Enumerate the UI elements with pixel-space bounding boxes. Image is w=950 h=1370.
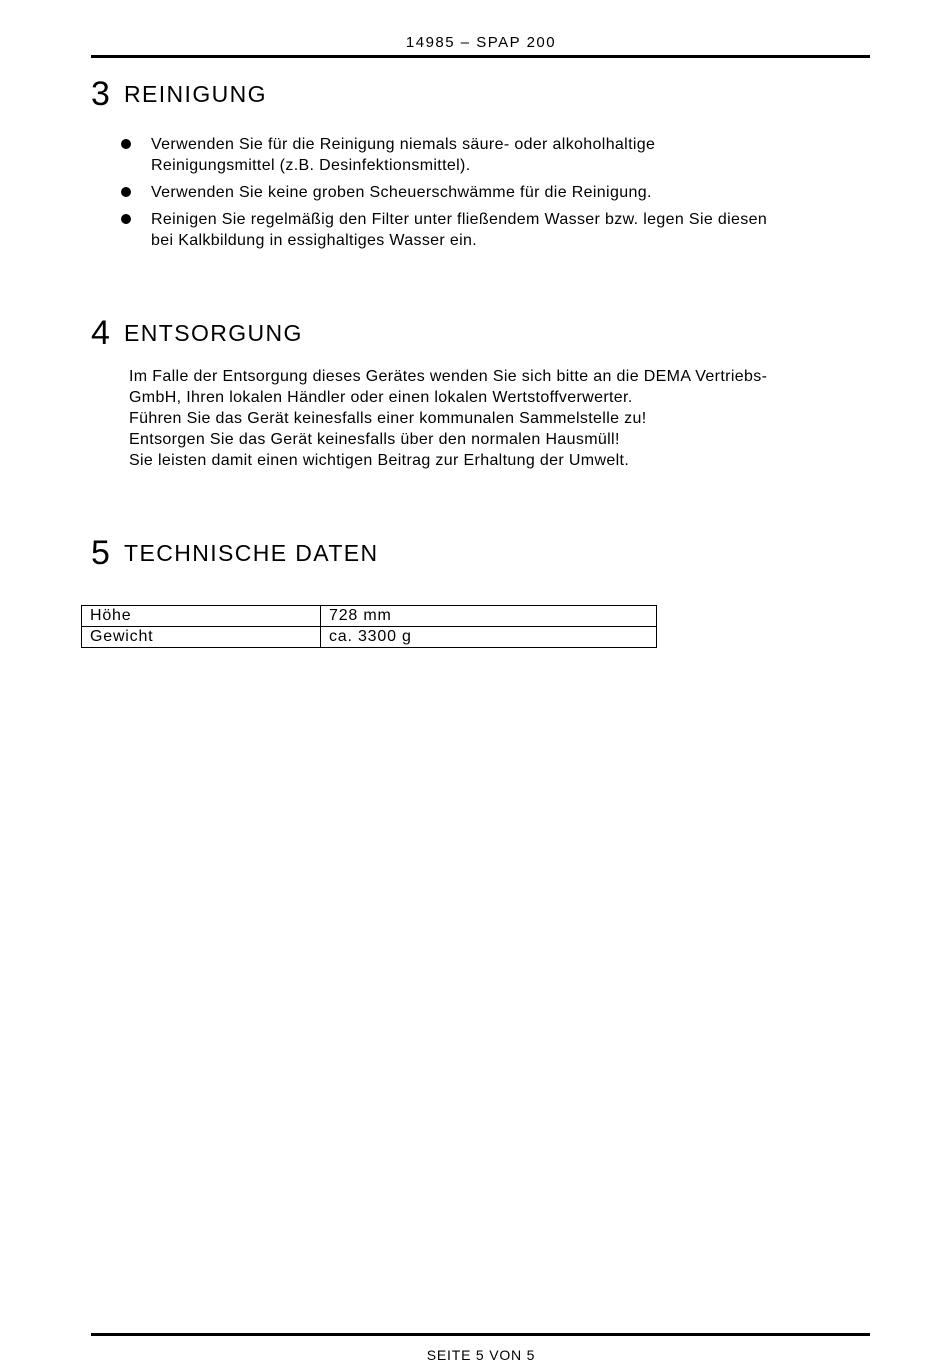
list-item-text: Reinigungsmittel (z.B. Desinfektionsmittel). [151,157,471,174]
list-item [118,209,868,251]
section-number: 3 [91,75,110,113]
paragraph-line: GmbH, Ihren lokalen Händler oder einen lokalen Wertstoffverwerter. [129,389,633,406]
section-heading-entsorgung [91,313,303,353]
section-title: REINIGUNG [124,81,267,107]
list-item-text: bei Kalkbildung in essighaltiges Wasser ein. [151,232,478,249]
bullet-icon [121,214,131,224]
document-header-title: 14985 – SPAP 200 [405,34,557,51]
cleaning-instructions-list [118,134,868,257]
header-rule [91,55,870,58]
spec-value: ca. 3300 g [321,627,657,648]
table-row [82,627,657,648]
list-item-text: Verwenden Sie keine groben Scheuerschwämme für die Reinigung. [151,184,652,201]
list-item [118,134,868,176]
spec-label: Höhe [82,606,321,627]
spec-value: 728 mm [321,606,657,627]
section-heading-technische-daten [91,533,379,573]
list-item [118,182,868,203]
disposal-paragraph [129,366,869,471]
paragraph-line: Entsorgen Sie das Gerät keinesfalls über den normalen Hausmüll! [129,431,620,448]
section-title: ENTSORGUNG [124,320,303,346]
paragraph-line: Im Falle der Entsorgung dieses Gerätes wenden Sie sich bitte an die DEMA Vertriebs- [129,368,768,385]
technical-data-table [81,605,657,648]
table-row [82,606,657,627]
footer-rule [91,1333,870,1336]
section-heading-reinigung [91,74,267,114]
spec-label: Gewicht [82,627,321,648]
bullet-icon [121,139,131,149]
section-title: TECHNISCHE DATEN [124,540,379,566]
paragraph-line: Sie leisten damit einen wichtigen Beitrag zur Erhaltung der Umwelt. [129,452,630,469]
section-number: 5 [91,534,110,572]
list-item-text: Reinigen Sie regelmäßig den Filter unter fließendem Wasser bzw. legen Sie diesen [151,211,768,228]
paragraph-line: Führen Sie das Gerät keinesfalls einer kommunalen Sammelstelle zu! [129,410,647,427]
bullet-icon [121,187,131,197]
section-number: 4 [91,314,110,352]
page-number: SEITE 5 VON 5 [426,1347,536,1363]
list-item-text: Verwenden Sie für die Reinigung niemals säure- oder alkoholhaltige [151,136,656,153]
